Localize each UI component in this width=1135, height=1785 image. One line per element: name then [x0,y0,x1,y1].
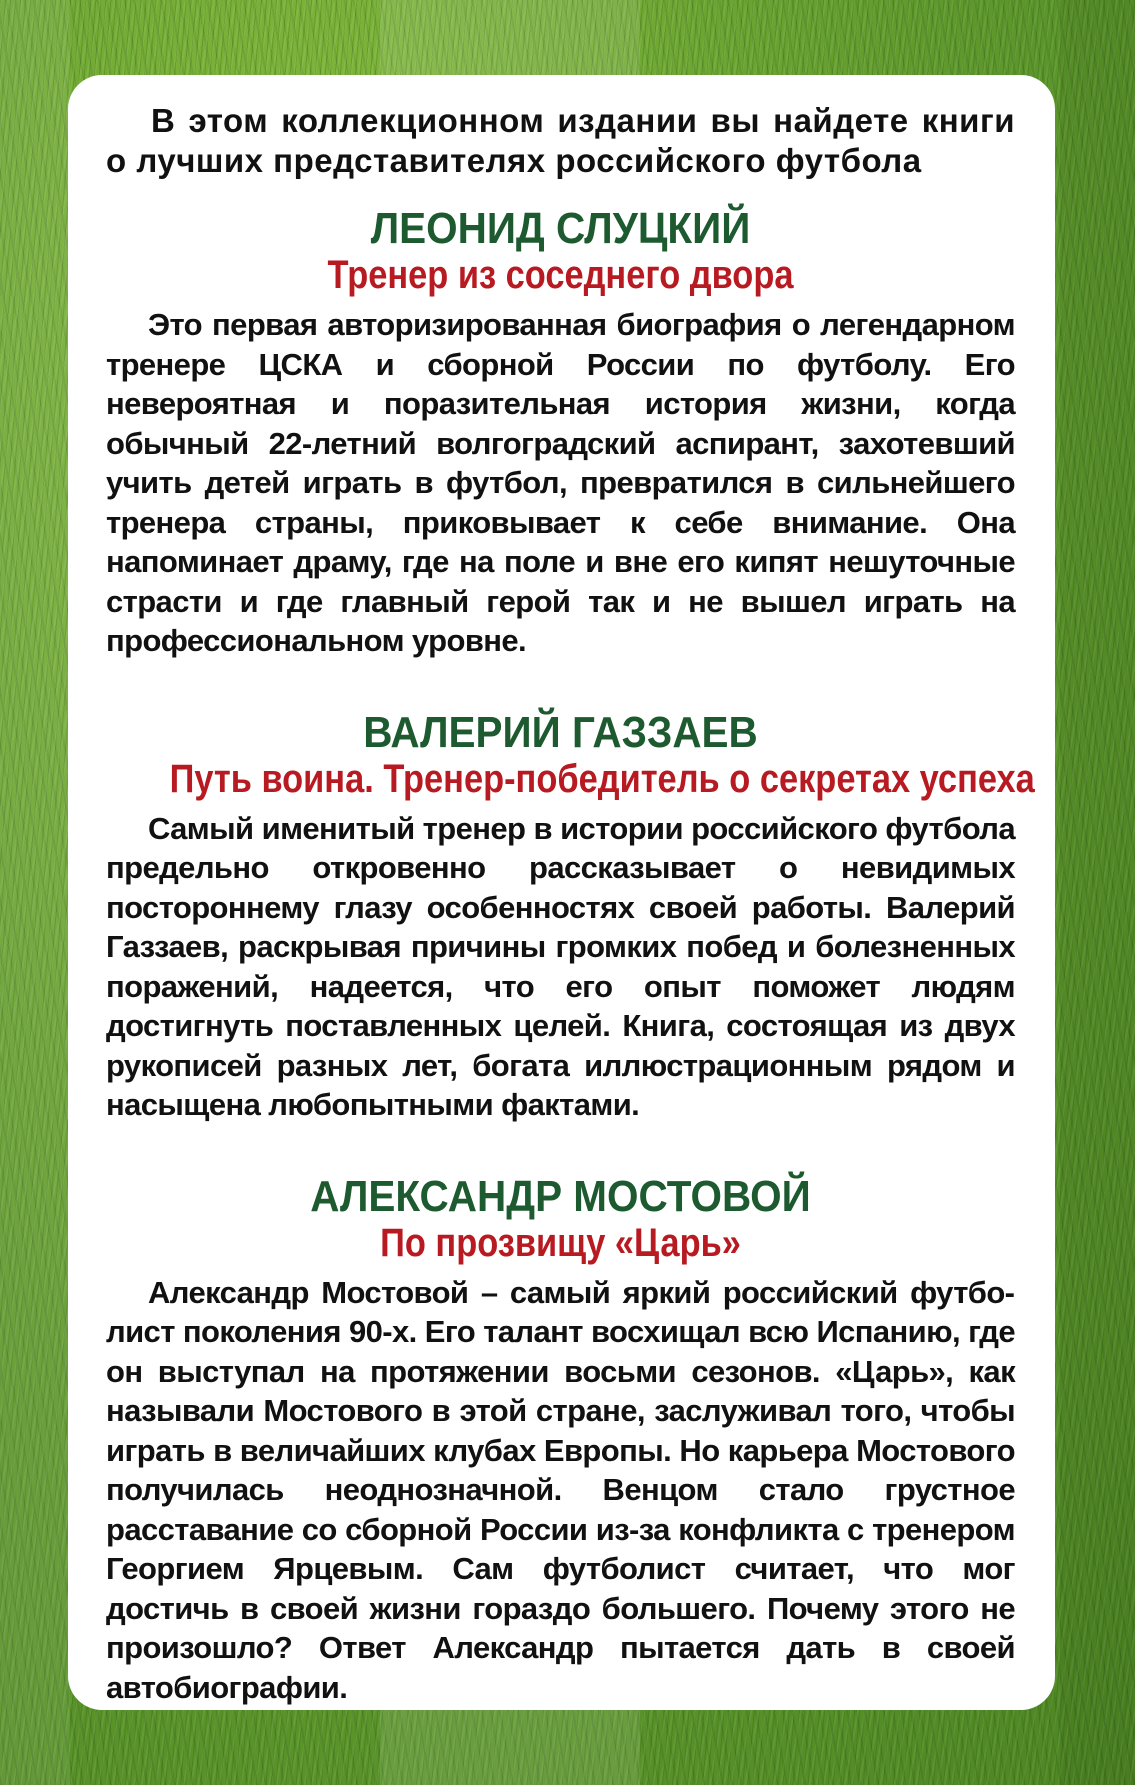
info-card [68,75,1055,1710]
intro-line-2: о лучших представителях российского футбола [106,142,922,179]
book-description: Александр Мостовой – самый яркий российский футболист поколения 90-х. Его талант восхищал всю Испанию, где он выступал на протяжении восьми сезонов. «Царь», как называли Мостового в этой стране, заслуживал того, чтобы играть в величайших клубах Европы. Но карьера Мостового получилась неоднозначной. Венцом стало грустное расставание со сборной России из-за конфликта с тренером Георгием Ярцевым. Сам футболист считает, что мог достичь в своей жизни гораздо большего. Почему этого не произошло? Ответ Александр пытается дать в своей автобиографии. [106,1274,1015,1705]
intro-line-1: В этом коллекционном издании вы найдете книги [151,102,1015,139]
book-gazzaev [106,707,1035,1125]
book-slutsky [106,205,1015,661]
book-title: Путь воина. Тренер-победитель о секретах успеха [169,756,1035,801]
book-author: ЛЕОНИД СЛУЦКИЙ [370,204,751,253]
book-title: По прозвищу «Царь» [380,1220,741,1265]
grass-stripe-right [1060,0,1135,1785]
book-description: Это первая авторизированная биография о легендарном тренере ЦСКА и сборной России по футболу. Его невероятная и поразительная история жизни, когда обычный 22-летний волгоградский аспирант, захотевший учить детей играть в футбол, превратился в сильнейшего тренера страны, приковывает к себе внимание. Она напоминает драму, где на поле и вне его кипят нешуточные страсти и где главный герой так и не вышел играть на профессиональном уровне. [106,307,1015,658]
book-mostovoy [106,1173,1015,1708]
book-description: Самый именитый тренер в истории российского футбола предельно откровенно рассказывает о невидимых постороннему глазу особенностях своей работы. Валерий Газзаев, раскрывая причины громких побед и болезненных поражений, надеется, что его опыт поможет людям достигнуть поставленных целей. Книга, состоящая из двух рукописей разных лет, богата иллюстрационным рядом и насыщена любопытными фактами. [106,810,1015,1122]
book-author: ВАЛЕРИЙ ГАЗЗАЕВ [363,707,758,757]
grass-stripe-left [0,0,70,1785]
book-author: АЛЕКСАНДР МОСТОВОЙ [310,1171,811,1221]
intro-text [106,101,1015,181]
book-title: Тренер из соседнего двора [327,253,794,297]
